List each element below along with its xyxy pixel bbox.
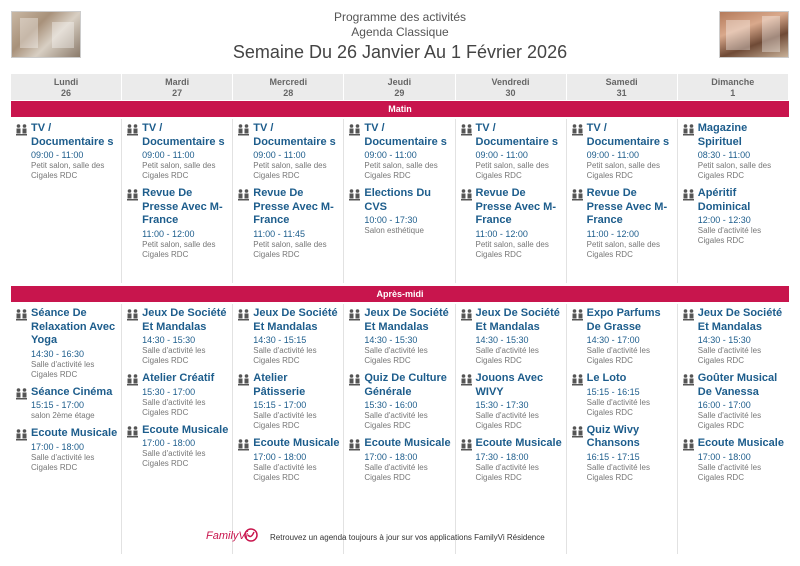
day-number: 28 [283,88,294,98]
activity-people-icon [237,188,253,202]
activity-body [31,122,119,181]
activity-item[interactable] [348,437,452,483]
activity-title: Jeux De Société Et Mandalas [142,307,227,333]
activity-title: Ecoute Musicale [364,437,451,449]
activity-title: Magazine Spirituel [697,122,748,148]
activity-body [587,372,675,418]
activity-title: Goûter Musical De Vanessa [697,372,778,398]
activity-people-icon [348,188,364,202]
activity-item[interactable] [348,372,452,431]
activity-location: Petit salon, salle des Cigales RDC [142,239,216,259]
day-header-5 [567,74,678,100]
footer-message: Retrouvez un agenda toujours à jour sur vos applications FamilyVi Résidence [270,533,545,542]
activity-body [587,424,675,483]
activity-item[interactable] [682,437,787,483]
activity-body [142,122,230,181]
activity-item[interactable] [126,307,230,366]
activity-title: Jeux De Société Et Mandalas [253,307,338,333]
activity-time: 17:00 - 18:00 [253,451,307,462]
activity-location: Salle d'activité les Cigales RDC [586,346,650,365]
activity-location: salon 2ème étage [31,411,95,420]
activity-title: Jeux De Société Et Mandalas [697,307,783,333]
activity-location: Salle d'activité les Cigales RDC [697,346,762,365]
activity-location: Salle d'activité les Cigales RDC [253,346,317,365]
activity-body [142,187,230,260]
matin-day-column-3 [344,119,455,283]
activity-time: 17:00 - 18:00 [697,451,751,462]
activity-time: 14:30 - 15:30 [697,335,751,345]
activity-location: Salle d'activité les Cigales RDC [142,346,206,365]
activity-item[interactable] [126,372,230,418]
day-name: Lundi [53,77,79,87]
activity-location: Salle d'activité les Cigales RDC [364,462,428,482]
activity-time: 15:15 - 16:15 [586,386,640,397]
apres_midi-day-column-3 [344,304,455,554]
day-number: 27 [172,88,183,98]
activity-time: 17:00 - 18:00 [31,441,85,452]
activity-item[interactable] [237,372,341,431]
band-matin: Matin [11,101,789,117]
activity-body [31,427,119,473]
activity-location: Salle d'activité les Cigales RDC [475,462,539,482]
day-header-6 [678,74,789,100]
activity-item[interactable] [682,372,787,431]
activity-body [253,122,341,181]
activity-people-icon [348,123,364,137]
activity-time: 15:15 - 17:00 [253,400,307,410]
activity-time: 15:30 - 17:00 [142,386,196,397]
activity-time: 11:00 - 12:00 [142,228,195,239]
activity-item[interactable] [682,307,787,366]
activity-body [587,187,675,260]
matin-day-column-4 [456,119,567,283]
activity-item[interactable] [571,187,675,260]
activity-location: Salle d'activité les Cigales RDC [697,462,762,482]
activity-title: Quiz De Culture Générale [364,372,447,398]
activity-body [698,187,787,246]
day-number: 30 [505,88,516,98]
activity-item[interactable] [571,122,675,181]
activity-people-icon [15,308,31,322]
activity-people-icon [126,123,142,137]
activity-people-icon [571,123,587,137]
activity-body [364,372,452,431]
activity-location: Salle d'activité les Cigales RDC [586,462,650,482]
activity-time: 10:00 - 17:30 [364,215,418,225]
activity-people-icon [237,308,253,322]
activity-people-icon [126,373,142,387]
activity-item[interactable] [460,372,564,431]
activity-people-icon [682,438,698,452]
band-apres-midi: Après-midi [11,286,789,302]
familyvi-logo: FamilyVi [206,530,248,542]
activity-body [31,307,119,380]
activity-people-icon [348,373,364,387]
residence-photo-right [719,11,789,58]
familyvi-logo-icon [244,528,258,542]
activity-title: Revue De Presse Avec M-France [586,187,668,226]
activity-item[interactable] [348,122,452,181]
activity-item[interactable] [15,122,119,181]
activity-item[interactable] [571,307,675,366]
activity-time: 11:00 - 12:00 [586,228,639,239]
activity-body [364,122,452,181]
day-header-3 [344,74,455,100]
activity-people-icon [460,438,476,452]
weekly-agenda-grid [11,74,789,554]
header-title: Programme des activités [333,10,467,24]
activity-location: Salle d'activité les Cigales RDC [142,397,206,417]
activity-time: 14:30 - 15:30 [475,335,529,345]
activity-item[interactable] [15,386,119,422]
activity-people-icon [682,373,698,387]
activity-time: 09:00 - 11:00 [142,150,195,160]
activity-location: Petit salon, salle des Cigales RDC [697,161,772,180]
header-subtitle: Agenda Classique [351,25,449,39]
activity-location: Salle d'activité les Cigales RDC [253,462,317,482]
activity-title: Expo Parfums De Grasse [586,307,661,333]
activity-location: Petit salon, salle des Cigales RDC [253,161,327,180]
day-header-2 [233,74,344,100]
activity-body [587,307,675,366]
activity-location: Petit salon, salle des Cigales RDC [364,161,438,180]
activity-location: Salle d'activité les Cigales RDC [697,411,762,430]
activity-item[interactable] [460,187,564,260]
activity-time: 17:00 - 18:00 [142,438,196,448]
activity-time: 16:00 - 17:00 [697,400,751,410]
matin-day-column-2 [233,119,344,283]
activity-item[interactable] [571,424,675,483]
activity-item[interactable] [15,307,119,380]
activity-title: Ecoute Musicale [475,437,562,449]
activity-body [476,307,564,366]
activity-body [142,424,230,470]
activity-people-icon [460,188,476,202]
activity-time: 15:30 - 17:30 [475,400,529,410]
activity-location: Petit salon, salle des Cigales RDC [475,239,549,259]
activity-title: TV / Documentaire s [142,122,225,148]
activity-title: Le Loto [586,372,627,384]
activity-item[interactable] [348,187,452,236]
activity-title: Revue De Presse Avec M-France [142,187,223,226]
activity-item[interactable] [237,187,341,260]
activity-time: 09:00 - 11:00 [253,150,306,160]
activity-people-icon [237,438,253,452]
activity-title: Ecoute Musicale [31,427,118,439]
activity-time: 09:00 - 11:00 [31,150,84,160]
page-header [100,10,700,64]
activity-time: 14:30 - 15:30 [364,335,418,345]
activity-people-icon [460,123,476,137]
activity-people-icon [126,425,142,439]
residence-photo-left [11,11,81,58]
activity-body [364,437,452,483]
activity-time: 09:00 - 11:00 [475,150,528,160]
activity-location: Petit salon, salle des Cigales RDC [475,161,549,180]
activity-body [364,187,452,236]
activity-time: 14:30 - 15:15 [253,335,307,345]
activity-people-icon [571,425,587,439]
activity-title: Quiz Wivy Chansons [586,423,640,449]
day-header-4 [456,74,567,100]
day-header-0 [11,74,122,100]
activity-time: 15:30 - 16:00 [364,400,418,410]
apres_midi-day-column-2 [233,304,344,554]
activity-people-icon [15,428,31,442]
activity-title: Revue De Presse Avec M-France [253,187,334,226]
activity-people-icon [126,188,142,202]
activity-people-icon [126,308,142,322]
day-header-row [11,74,789,100]
day-number: 1 [730,88,736,98]
activity-item[interactable] [237,307,341,366]
activity-body [698,307,787,366]
activity-title: Revue De Presse Avec M-France [475,187,557,226]
activity-title: TV / Documentaire s [586,122,670,148]
activity-title: Atelier Pâtisserie [253,372,306,398]
header-week: Semaine Du 26 Janvier Au 1 Février 2026 [232,42,568,62]
activity-people-icon [237,123,253,137]
activity-people-icon [15,387,31,401]
activity-body [364,307,452,366]
apres_midi-day-column-6 [678,304,789,554]
apres_midi-day-column-0 [11,304,122,554]
activity-location: Salle d'activité les Cigales RDC [31,452,95,472]
activity-body [476,187,564,260]
matin-day-column-0 [11,119,122,283]
activity-location: Petit salon, salle des Cigales RDC [253,239,327,259]
activity-people-icon [682,123,698,137]
activity-people-icon [682,308,698,322]
activity-item[interactable] [126,187,230,260]
activity-time: 15:15 - 17:00 [31,400,85,410]
activity-item[interactable] [237,122,341,181]
activity-body [476,372,564,431]
activity-body [698,372,787,431]
day-name: Samedi [605,77,638,87]
day-header-1 [122,74,233,100]
activity-location: Petit salon, salle des Cigales RDC [142,161,216,180]
activity-time: 11:00 - 11:45 [253,228,305,239]
activity-item[interactable] [460,307,564,366]
activity-body [142,372,230,418]
activity-location: Salle d'activité les Cigales RDC [31,359,95,379]
activity-item[interactable] [126,424,230,470]
day-name: Vendredi [491,77,530,87]
activity-title: TV / Documentaire s [364,122,447,148]
activity-title: Elections Du CVS [364,187,431,213]
activity-body [698,437,787,483]
footer [0,528,800,548]
activity-item[interactable] [126,122,230,181]
activity-time: 14:30 - 16:30 [31,348,85,359]
activity-location: Petit salon, salle des Cigales RDC [586,161,660,180]
activity-title: Ecoute Musicale [253,437,340,449]
activity-people-icon [571,308,587,322]
activity-location: Petit salon, salle des Cigales RDC [31,161,105,180]
activity-location: Salon esthétique [364,226,424,235]
activity-location: Salle d'activité les Cigales RDC [697,226,762,245]
activity-location: Salle d'activité les Cigales RDC [142,449,206,468]
activity-location: Salle d'activité les Cigales RDC [364,346,428,365]
day-number: 29 [394,88,405,98]
activity-title: Séance De Relaxation Avec Yoga [31,307,116,346]
apres_midi-day-column-4 [456,304,567,554]
day-number: 31 [616,88,627,98]
apres_midi-day-column-1 [122,304,233,554]
matin-day-column-1 [122,119,233,283]
activity-title: Jeux De Société Et Mandalas [475,307,560,333]
activity-item[interactable] [348,307,452,366]
activity-time: 14:30 - 17:00 [586,335,640,345]
matin-day-column-5 [567,119,678,283]
activity-title: Séance Cinéma [31,385,113,398]
matin-day-column-6 [678,119,789,283]
activity-title: Ecoute Musicale [142,423,229,436]
activity-people-icon [682,188,698,202]
activity-people-icon [571,188,587,202]
activity-time: 12:00 - 12:30 [697,215,751,225]
activity-location: Salle d'activité les Cigales RDC [364,411,428,430]
activity-title: TV / Documentaire s [475,122,559,148]
activity-time: 08:30 - 11:00 [697,150,751,160]
activity-location: Salle d'activité les Cigales RDC [253,411,317,430]
activity-item[interactable] [682,187,787,246]
activity-people-icon [348,438,364,452]
activity-item[interactable] [15,427,119,473]
activity-body [253,437,341,483]
activity-time: 14:30 - 15:30 [142,335,196,345]
activity-people-icon [571,373,587,387]
activity-people-icon [460,308,476,322]
activity-location: Salle d'activité les Cigales RDC [475,346,539,365]
day-name: Mardi [165,77,190,87]
day-name: Mercredi [269,77,308,87]
activity-people-icon [15,123,31,137]
activity-time: 17:30 - 18:00 [475,451,529,462]
activity-body [698,122,787,181]
activity-time: 09:00 - 11:00 [364,150,417,160]
activity-people-icon [348,308,364,322]
activity-location: Salle d'activité les Cigales RDC [475,411,539,430]
activity-title: Jeux De Société Et Mandalas [364,307,449,333]
activity-title: TV / Documentaire s [253,122,336,148]
activity-title: Jouons Avec WIVY [475,372,544,398]
section-apres-midi [11,304,789,554]
activity-title: Ecoute Musicale [697,437,784,449]
day-name: Dimanche [711,77,755,87]
activity-time: 16:15 - 17:15 [586,451,640,462]
activity-time: 11:00 - 12:00 [475,228,528,239]
day-name: Jeudi [387,77,412,87]
activity-body [31,386,119,422]
activity-body [253,187,341,260]
activity-body [253,372,341,431]
activity-body [142,307,230,366]
activity-title: Atelier Créatif [142,372,215,384]
activity-item[interactable] [460,122,564,181]
activity-body [253,307,341,366]
activity-time: 09:00 - 11:00 [586,150,639,160]
activity-time: 17:00 - 18:00 [364,451,418,462]
activity-item[interactable] [682,122,787,181]
day-number: 26 [61,88,72,98]
activity-people-icon [237,373,253,387]
activity-body [587,122,675,181]
activity-item[interactable] [460,437,564,483]
activity-body [476,437,564,483]
activity-body [476,122,564,181]
apres_midi-day-column-5 [567,304,678,554]
section-matin [11,119,789,283]
activity-item[interactable] [571,372,675,418]
activity-location: Salle d'activité les Cigales RDC [586,397,650,417]
activity-location: Petit salon, salle des Cigales RDC [586,239,660,259]
activity-people-icon [460,373,476,387]
activity-title: TV / Documentaire s [31,122,114,148]
activity-title: Apéritif Dominical [697,187,751,213]
activity-item[interactable] [237,437,341,483]
